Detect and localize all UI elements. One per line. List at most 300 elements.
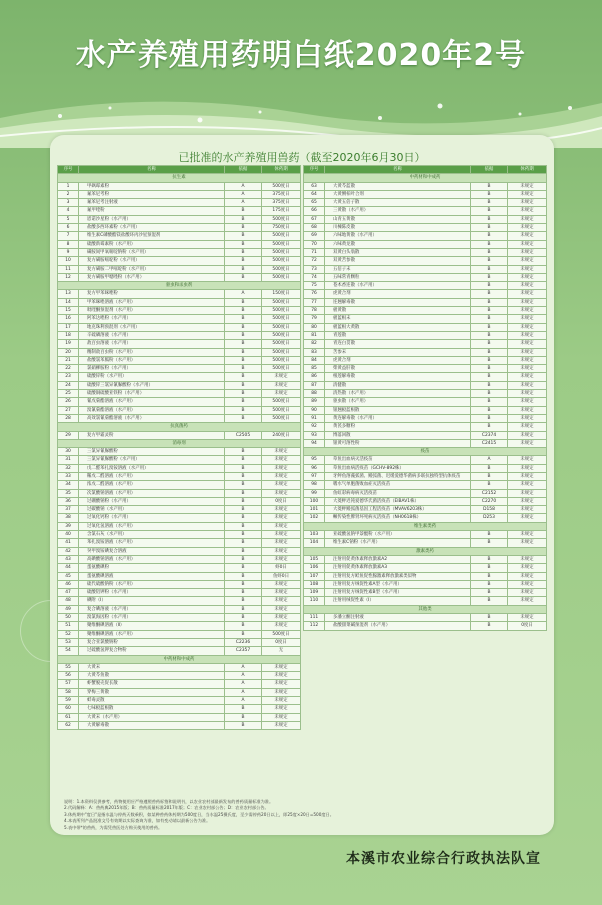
basis-code: C2374	[471, 431, 508, 439]
withdrawal-period: 未规定	[508, 224, 547, 232]
withdrawal-period: 500度日	[262, 630, 301, 638]
table-row	[304, 398, 547, 406]
drug-name: 多潘立酮注射液	[325, 614, 471, 622]
basis-code: C2357	[225, 647, 262, 655]
table-row	[304, 365, 547, 373]
row-number: 88	[304, 390, 325, 398]
drug-name: 六味地黄散（水产用）	[325, 232, 471, 240]
row-number: 69	[304, 232, 325, 240]
drug-name: 银翘板蓝根散	[325, 406, 471, 414]
basis-code: B	[225, 315, 262, 323]
drug-name: 草鱼出血病灭活疫苗	[325, 456, 471, 464]
drug-name: 双黄苦参散	[325, 257, 471, 265]
table-row	[304, 248, 547, 256]
drug-name: 大黄五倍子散	[325, 199, 471, 207]
table-row	[58, 431, 301, 439]
row-number: 42	[58, 547, 79, 555]
table-row	[304, 232, 547, 240]
basis-code: B	[471, 323, 508, 331]
withdrawal-period: 未规定	[262, 721, 301, 729]
drug-name: 大黄末（水产用）	[79, 713, 225, 721]
row-number: 1	[58, 182, 79, 190]
row-number: 34	[58, 481, 79, 489]
row-number: 33	[58, 472, 79, 480]
basis-code: B	[471, 190, 508, 198]
table-row	[304, 331, 547, 339]
table-row	[58, 680, 301, 688]
drug-name: 蛋氨酸碘溶液	[79, 572, 225, 580]
table-row	[304, 190, 547, 198]
table-row	[58, 290, 301, 298]
row-number: 53	[58, 638, 79, 646]
basis-code: B	[225, 489, 262, 497]
table-row	[304, 431, 547, 439]
table-row	[58, 564, 301, 572]
withdrawal-period: 未规定	[508, 597, 547, 605]
row-number: 24	[58, 381, 79, 389]
table-row	[58, 597, 301, 605]
drug-name: 注射用绒促性素（Ⅰ）	[325, 597, 471, 605]
withdrawal-period: 未规定	[508, 248, 547, 256]
basis-code: B	[225, 448, 262, 456]
withdrawal-period: 未规定	[508, 190, 547, 198]
drug-name: 辛硫磷溶液（水产用）	[79, 331, 225, 339]
row-number: 27	[58, 406, 79, 414]
basis-code: B	[471, 182, 508, 190]
basis-code: B	[225, 340, 262, 348]
row-number: 82	[304, 340, 325, 348]
drug-name: 苦参末	[325, 348, 471, 356]
withdrawal-period: 175度日	[262, 207, 301, 215]
withdrawal-period: 未规定	[508, 207, 547, 215]
table-row	[58, 514, 301, 522]
basis-code: A	[225, 688, 262, 696]
table-row	[58, 348, 301, 356]
section-row	[304, 448, 547, 456]
basis-code: B	[471, 564, 508, 572]
table-row	[58, 365, 301, 373]
basis-code: B	[225, 381, 262, 389]
withdrawal-period: 未规定	[262, 514, 301, 522]
withdrawal-period: 未规定	[508, 439, 547, 447]
withdrawal-period: 500度日	[262, 232, 301, 240]
basis-code: B	[471, 282, 508, 290]
row-number: 89	[304, 398, 325, 406]
withdrawal-period: 无	[262, 647, 301, 655]
withdrawal-period: 未规定	[508, 539, 547, 547]
table-row	[304, 456, 547, 464]
row-number: 92	[304, 423, 325, 431]
row-number: 107	[304, 572, 325, 580]
column-header: 序号	[58, 166, 79, 174]
basis-code: B	[471, 331, 508, 339]
table-row	[304, 539, 547, 547]
drug-name: 戊二醛苯扎溴铵溶液（水产用）	[79, 464, 225, 472]
row-number: 47	[58, 589, 79, 597]
table-row	[58, 472, 301, 480]
basis-code: B	[471, 539, 508, 547]
withdrawal-period: 未规定	[262, 381, 301, 389]
drug-name: 五味常青颗粒	[325, 273, 471, 281]
table-row	[58, 307, 301, 315]
section-label: 抗生素	[58, 174, 301, 182]
row-number: 62	[58, 721, 79, 729]
basis-code: B	[225, 514, 262, 522]
table-row	[304, 240, 547, 248]
basis-code: B	[225, 240, 262, 248]
drug-name: 苍术香连散（水产用）	[325, 282, 471, 290]
basis-code: B	[471, 273, 508, 281]
basis-code: C2152	[471, 489, 508, 497]
table-row	[58, 464, 301, 472]
basis-code: B	[225, 472, 262, 480]
basis-code: A	[225, 290, 262, 298]
drug-name: 鱼虹彩病毒病灭活疫苗	[325, 489, 471, 497]
column-header: 序号	[304, 166, 325, 174]
basis-code: B	[471, 315, 508, 323]
row-number: 29	[58, 431, 79, 439]
drug-name: 清健散	[325, 381, 471, 389]
table-row	[58, 232, 301, 240]
drug-name: 注射用促黄体素释放激素A3	[325, 564, 471, 572]
table-row	[304, 381, 547, 389]
withdrawal-period: 0度日	[262, 497, 301, 505]
drug-name: 氟苯尼考注射液	[79, 199, 225, 207]
drug-name: 盐酸多西环素粉（水产用）	[79, 224, 225, 232]
withdrawal-period: 未规定	[508, 232, 547, 240]
row-number: 3	[58, 199, 79, 207]
drug-name: 敌百虫溶液（水产用）	[79, 340, 225, 348]
row-number: 57	[58, 680, 79, 688]
drug-name: 大菱鲆迟钝爱德华氏菌活疫苗（EIBAV1株）	[325, 497, 471, 505]
table-row	[58, 182, 301, 190]
basis-code: A	[225, 190, 262, 198]
withdrawal-period: 未规定	[262, 539, 301, 547]
basis-code: B	[225, 721, 262, 729]
table-row	[58, 531, 301, 539]
row-number: 96	[304, 464, 325, 472]
table-row	[304, 406, 547, 414]
drug-name: 穿梅三黄散	[79, 688, 225, 696]
drug-name: 硫酸铝钾粉（水产用）	[79, 589, 225, 597]
table-row	[58, 323, 301, 331]
basis-code: B	[225, 331, 262, 339]
content-panel	[50, 135, 554, 835]
row-number: 44	[58, 564, 79, 572]
drug-name: 过氧化钙粉（水产用）	[79, 514, 225, 522]
section-label: 激素类药	[304, 547, 547, 555]
drug-name: 大黄芩鱼散	[79, 672, 225, 680]
row-number: 60	[58, 705, 79, 713]
withdrawal-period: 未规定	[262, 547, 301, 555]
table-row	[304, 572, 547, 580]
basis-code: B	[471, 390, 508, 398]
row-number: 5	[58, 215, 79, 223]
row-number: 26	[58, 398, 79, 406]
basis-code: B	[471, 257, 508, 265]
withdrawal-period: 未规定	[262, 481, 301, 489]
withdrawal-period: 未规定	[508, 464, 547, 472]
row-number: 78	[304, 307, 325, 315]
basis-code: B	[471, 406, 508, 414]
table-row	[58, 638, 301, 646]
drug-name: 虎黄合剂	[325, 356, 471, 364]
withdrawal-period: 500度日	[262, 257, 301, 265]
basis-code: B	[225, 572, 262, 580]
table-row	[58, 414, 301, 422]
drug-name: 硫代硫酸钠粉（水产用）	[79, 580, 225, 588]
basis-code: B	[225, 481, 262, 489]
row-number: 75	[304, 282, 325, 290]
row-number: 68	[304, 224, 325, 232]
basis-code: B	[225, 248, 262, 256]
note-line: 3.休药期中"度日"是指水温与停药天数乘积，如某种兽药休药期为500度日，当水温25摄氏度，至少需停药20日以上，即25度×20日=500度日。	[64, 811, 334, 817]
withdrawal-period: 未规定	[508, 514, 547, 522]
table-row	[304, 614, 547, 622]
row-number: 31	[58, 456, 79, 464]
withdrawal-period: 未规定	[508, 273, 547, 281]
table-row	[304, 414, 547, 422]
basis-code: B	[225, 307, 262, 315]
table-row	[58, 298, 301, 306]
drug-name: 甲苯咪唑溶液（水产用）	[79, 298, 225, 306]
note-line: 4.本表所列产品批准文号有效期以实际查询为准，如有变动请以最新公告为准。	[64, 818, 211, 824]
basis-code: A	[225, 182, 262, 190]
row-number: 100	[304, 497, 325, 505]
drug-name: 盐酸氯苯胍粉（水产用）	[79, 356, 225, 364]
withdrawal-period: 未规定	[262, 688, 301, 696]
table-row	[304, 356, 547, 364]
table-row	[58, 390, 301, 398]
table-row	[58, 448, 301, 456]
basis-code: B	[471, 381, 508, 389]
section-row	[58, 282, 301, 290]
drug-name: 川楝陈皮散	[325, 224, 471, 232]
withdrawal-period: 未规定	[262, 705, 301, 713]
row-number: 20	[58, 348, 79, 356]
row-number: 98	[304, 481, 325, 489]
withdrawal-period: 未规定	[508, 497, 547, 505]
basis-code: B	[471, 348, 508, 356]
drug-name: 七味板蓝根散	[79, 705, 225, 713]
basis-code: B	[225, 414, 262, 422]
drug-table-right	[303, 165, 547, 631]
withdrawal-period: 未规定	[262, 456, 301, 464]
drug-name: 次氯酸钠溶液（水产用）	[79, 489, 225, 497]
row-number: 51	[58, 622, 79, 630]
drug-name: 黄芪多糖粉	[325, 423, 471, 431]
section-label: 维生素类药	[304, 522, 547, 530]
section-label: 疫苗	[304, 448, 547, 456]
row-number: 46	[58, 580, 79, 588]
basis-code: B	[471, 232, 508, 240]
row-number: 103	[304, 531, 325, 539]
row-number: 25	[58, 390, 79, 398]
row-number: 101	[304, 506, 325, 514]
table-row	[58, 199, 301, 207]
withdrawal-period: 未规定	[262, 580, 301, 588]
basis-code: B	[225, 406, 262, 414]
withdrawal-period: 未规定	[508, 472, 547, 480]
drug-name: 氟苯尼考粉	[79, 190, 225, 198]
row-number: 72	[304, 257, 325, 265]
table-row	[304, 340, 547, 348]
drug-name: 大菱鲆鳗弧菌基因工程活疫苗（MVAV6203株）	[325, 506, 471, 514]
table-row	[304, 531, 547, 539]
withdrawal-period: 未规定	[508, 340, 547, 348]
drug-name: 黄连解毒散（水产用）	[325, 414, 471, 422]
row-number: 13	[58, 290, 79, 298]
drug-name: 聚维酮碘溶液（水产用）	[79, 630, 225, 638]
withdrawal-period: 未规定	[508, 506, 547, 514]
drug-name: 山青五黄散	[325, 215, 471, 223]
basis-code: B	[471, 248, 508, 256]
section-row	[58, 174, 301, 182]
basis-code: B	[471, 597, 508, 605]
drug-name: 虎黄合剂	[325, 290, 471, 298]
withdrawal-period: 375度日	[262, 190, 301, 198]
drug-name: 磺胺间甲氧嘧啶钠粉（水产用）	[79, 248, 225, 256]
basis-code: B	[225, 531, 262, 539]
row-number: 56	[58, 672, 79, 680]
table-row	[58, 605, 301, 613]
withdrawal-period: 未规定	[262, 713, 301, 721]
row-number: 49	[58, 605, 79, 613]
withdrawal-period: 未规定	[262, 605, 301, 613]
table-row	[304, 182, 547, 190]
basis-code: B	[471, 580, 508, 588]
table-row	[58, 622, 301, 630]
table-header-row	[304, 166, 547, 174]
withdrawal-period: 未规定	[262, 464, 301, 472]
table-row	[58, 589, 301, 597]
row-number: 79	[304, 315, 325, 323]
table-row	[58, 248, 301, 256]
table-row	[304, 282, 547, 290]
table-row	[58, 688, 301, 696]
withdrawal-period: 未规定	[262, 663, 301, 671]
drug-name: 复合碘溶液（水产用）	[79, 605, 225, 613]
table-row	[58, 713, 301, 721]
basis-code: B	[225, 207, 262, 215]
drug-name: 大黄解毒散	[79, 721, 225, 729]
withdrawal-period: 500度日	[262, 273, 301, 281]
withdrawal-period: 未规定	[508, 307, 547, 315]
basis-code: B	[471, 240, 508, 248]
basis-code: B	[471, 290, 508, 298]
drug-name: 大黄侧柏叶合剂	[325, 190, 471, 198]
row-number: 19	[58, 340, 79, 348]
drug-name: 银黄可溶性粉	[325, 439, 471, 447]
panel-subtitle: 已批准的水产养殖用兽药（截至2020年6月30日）	[178, 151, 426, 164]
withdrawal-period: 未规定	[508, 564, 547, 572]
table-row	[58, 190, 301, 198]
row-number: 10	[58, 257, 79, 265]
section-row	[304, 605, 547, 613]
drug-name: 高碘酸钠溶液（水产用）	[79, 555, 225, 563]
row-number: 81	[304, 331, 325, 339]
table-row	[304, 506, 547, 514]
row-number: 77	[304, 298, 325, 306]
table-row	[58, 614, 301, 622]
column-header: 名称	[79, 166, 225, 174]
table-row	[58, 331, 301, 339]
withdrawal-period: 未规定	[508, 298, 547, 306]
withdrawal-period: 未规定	[508, 390, 547, 398]
table-row	[58, 215, 301, 223]
row-number: 106	[304, 564, 325, 572]
drug-name: 溴氯海因粉（水产用）	[79, 614, 225, 622]
drug-name: 硫酸锌粉（水产用）	[79, 373, 225, 381]
basis-code: B	[225, 348, 262, 356]
withdrawal-period: 500度日	[262, 248, 301, 256]
row-number: 84	[304, 356, 325, 364]
basis-code: B	[471, 224, 508, 232]
row-number: 93	[304, 431, 325, 439]
basis-code: B	[471, 215, 508, 223]
basis-code: B	[471, 481, 508, 489]
drug-name: 癸甲溴铵碘复合溶液	[79, 547, 225, 555]
withdrawal-period: 未规定	[508, 614, 547, 622]
row-number: 16	[58, 315, 79, 323]
withdrawal-period: 未规定	[508, 199, 547, 207]
drug-name: 注射用促黄体素释放激素A2	[325, 555, 471, 563]
drug-name: 硫酸铜硫酸亚铁粉（水产用）	[79, 390, 225, 398]
table-row	[58, 547, 301, 555]
drug-name: 过氧化氢溶液（水产用）	[79, 522, 225, 530]
table-row	[58, 580, 301, 588]
table-row	[58, 630, 301, 638]
row-number: 32	[58, 464, 79, 472]
drug-name: 复方磺胺甲噁唑粉（水产用）	[79, 273, 225, 281]
row-number: 80	[304, 323, 325, 331]
row-number: 108	[304, 580, 325, 588]
basis-code: A	[225, 672, 262, 680]
row-number: 109	[304, 589, 325, 597]
table-row	[58, 555, 301, 563]
basis-code: B	[225, 597, 262, 605]
withdrawal-period: 未规定	[508, 489, 547, 497]
drug-name: 地克珠利预混剂（水产用）	[79, 323, 225, 331]
drug-name: 板黄散	[325, 307, 471, 315]
drug-name: 注射用复方绒促性素B型（水产用）	[325, 589, 471, 597]
row-number: 73	[304, 265, 325, 273]
drug-name: 浓戊二醛溶液（水产用）	[79, 481, 225, 489]
drug-name: 青连白贯散	[325, 340, 471, 348]
basis-code: B	[471, 622, 508, 630]
withdrawal-period: 未规定	[508, 290, 547, 298]
basis-code: B	[225, 298, 262, 306]
basis-code: B	[225, 622, 262, 630]
basis-code: B	[225, 365, 262, 373]
drug-name: 连翘解毒散	[325, 298, 471, 306]
note-line: 说明：1.本资料仅供参考，药物使用应严格遵照兽药标签和说明书，以农业农村部最新发布的兽药质量标准为准。	[64, 799, 274, 804]
table-row	[304, 307, 547, 315]
withdrawal-period: 500度日	[262, 365, 301, 373]
drug-name: 过硼酸钠粉（水产用）	[79, 497, 225, 505]
row-number: 48	[58, 597, 79, 605]
note-line: 5.表中带*的兽药，为需凭兽医处方购买使用的兽药。	[64, 824, 163, 830]
table-row	[304, 597, 547, 605]
drug-name: 博落回散	[325, 431, 471, 439]
drug-name: 碘附（Ⅰ）	[79, 597, 225, 605]
withdrawal-period: 未规定	[262, 614, 301, 622]
row-number: 4	[58, 207, 79, 215]
section-row	[58, 423, 301, 431]
basis-code: D253	[471, 514, 508, 522]
table-row	[304, 298, 547, 306]
basis-code: B	[225, 390, 262, 398]
